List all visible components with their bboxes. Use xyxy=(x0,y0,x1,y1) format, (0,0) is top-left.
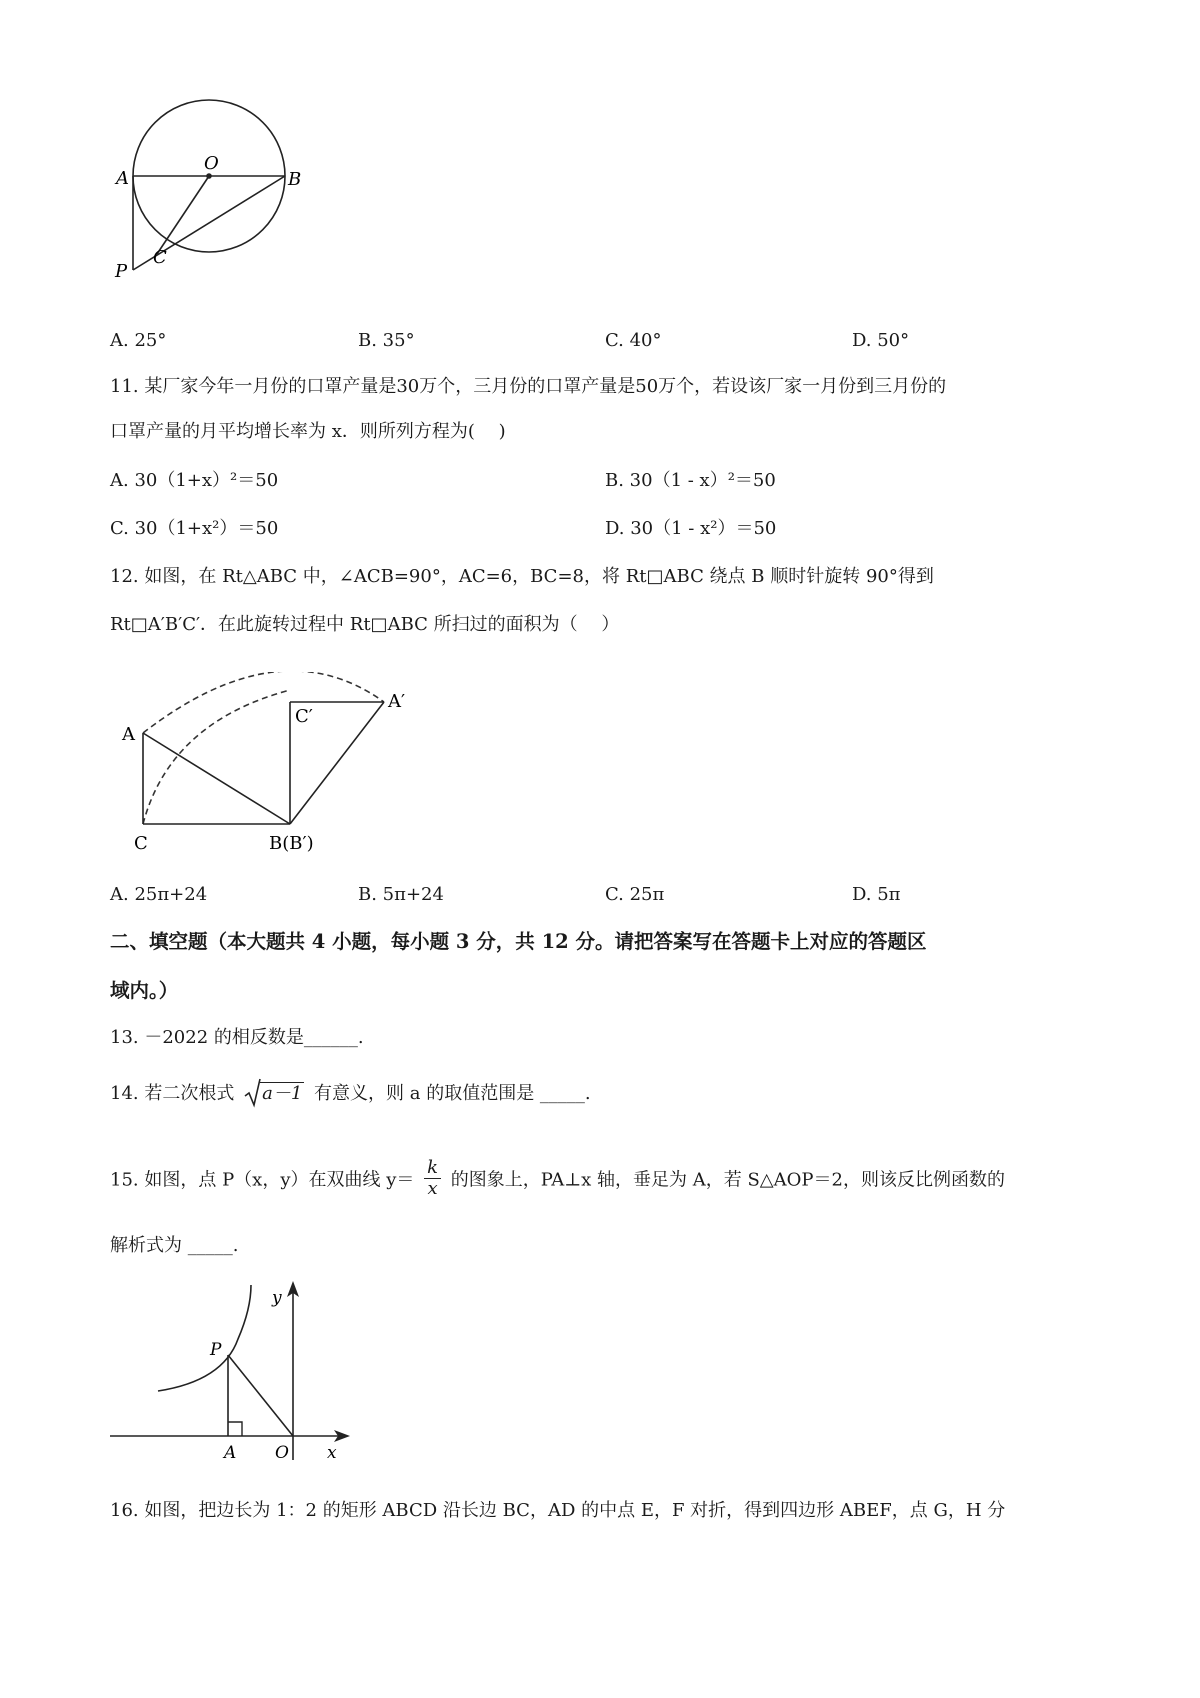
fig-label-c: C xyxy=(153,247,167,268)
q12-option-d: D. 5π xyxy=(852,884,901,905)
rotation-figure xyxy=(110,672,440,862)
q15-text-after: 的图象上，PA⊥x 轴，垂足为 A，若 S△AOP＝2，则该反比例函数的 xyxy=(450,1169,1005,1191)
q11-stem-line2: 口罩产量的月平均增长率为 x．则所列方程为( ) xyxy=(110,421,506,442)
q10-option-d: D. 50° xyxy=(852,330,910,351)
fig-label-a-prime: A′ xyxy=(388,691,406,712)
q16-stem: 16. 如图，把边长为 1：2 的矩形 ABCD 沿长边 BC，AD 的中点 E，F 对折，得到四边形 ABEF，点 G，H 分 xyxy=(110,1500,1006,1521)
q11-stem-line1: 11. 某厂家今年一月份的口罩产量是30万个，三月份的口罩产量是50万个，若设该厂家一月份到三月份的 xyxy=(110,376,947,397)
q14-stem xyxy=(110,1082,591,1106)
fig-label-c: C xyxy=(134,833,148,854)
sqrt-icon xyxy=(244,1078,262,1108)
q14-text-before: 14. 若二次根式 xyxy=(110,1083,235,1104)
q11-option-c: C. 30（1+x²）＝50 xyxy=(110,518,279,539)
q12-option-a: A. 25π+24 xyxy=(110,884,208,905)
fig-label-o: O xyxy=(204,153,219,174)
q12-option-b: B. 5π+24 xyxy=(358,884,444,905)
q14-text-after: 有意义，则 a 的取值范围是 _____. xyxy=(314,1083,591,1104)
fig-label-y: y xyxy=(272,1288,282,1308)
hyperbola-figure xyxy=(108,1275,358,1465)
section-heading-line2: 域内。） xyxy=(110,979,179,1002)
q13-stem: 13. －2022 的相反数是______. xyxy=(110,1027,364,1048)
q10-option-a: A. 25° xyxy=(110,330,167,351)
q10-option-b: B. 35° xyxy=(358,330,415,351)
q15-fraction-numerator: k xyxy=(424,1158,441,1179)
q15-text-before: 15. 如图，点 P（x，y）在双曲线 y＝ xyxy=(110,1169,415,1191)
circle-tangent-figure xyxy=(110,95,340,305)
q15-stem-line2: 解析式为 _____. xyxy=(110,1235,239,1256)
q11-option-b: B. 30（1 - x）²＝50 xyxy=(605,470,776,491)
fig-label-p: P xyxy=(115,261,128,282)
q11-option-a: A. 30（1+x）²＝50 xyxy=(110,470,279,491)
fig-label-p: P xyxy=(210,1340,222,1360)
q14-radicand: a－1 xyxy=(262,1083,303,1104)
fig-label-a: A xyxy=(116,168,129,189)
q12-stem-line2: Rt□A′B′C′．在此旋转过程中 Rt□ABC 所扫过的面积为（ ） xyxy=(110,614,620,635)
q11-option-d: D. 30（1 - x²）＝50 xyxy=(605,518,777,539)
fig-label-b: B xyxy=(288,169,302,190)
q10-option-c: C. 40° xyxy=(605,330,662,351)
q15-fraction xyxy=(424,1158,441,1199)
q12-option-c: C. 25π xyxy=(605,884,665,905)
fig-label-x: x xyxy=(327,1443,337,1463)
fig-label-c-prime: C′ xyxy=(295,706,313,727)
q15-fraction-denominator: x xyxy=(427,1178,438,1199)
fig-label-a: A xyxy=(224,1443,237,1463)
q15-stem-line1 xyxy=(110,1157,1005,1201)
q12-stem-line1: 12. 如图，在 Rt△ABC 中，∠ACB=90°，AC=6，BC=8，将 Rt□ABC 绕点 B 顺时针旋转 90°得到 xyxy=(110,566,934,587)
fig-label-a: A xyxy=(122,724,135,745)
section-heading-line1: 二、填空题（本大题共 4 小题，每小题 3 分，共 12 分。请把答案写在答题卡上对应的答题区 xyxy=(110,930,927,953)
fig-label-b-bprime: B(B′) xyxy=(269,833,314,854)
fig-label-o: O xyxy=(275,1443,289,1463)
q14-radical xyxy=(244,1082,304,1106)
